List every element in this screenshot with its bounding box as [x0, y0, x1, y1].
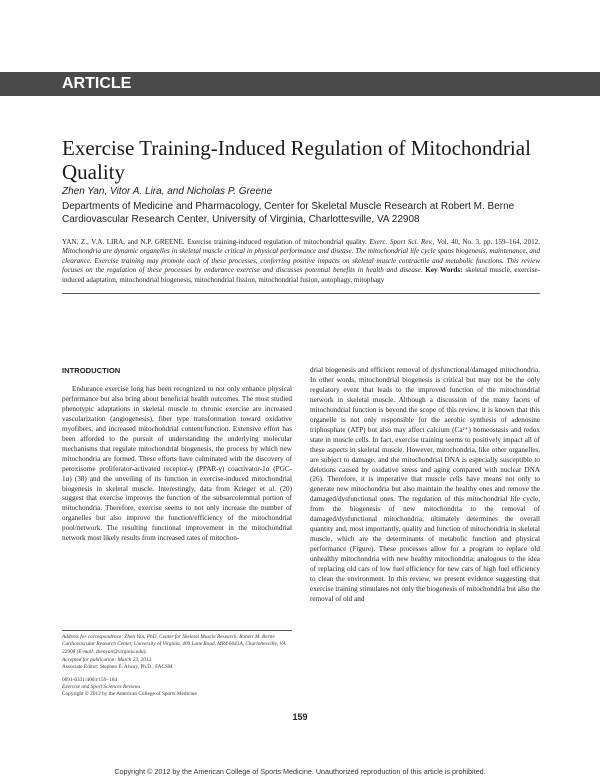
article-affiliation: Departments of Medicine and Pharmacology, Center for Skeletal Muscle Research at Robert M. Berne Cardiovascular Research Center, University of Virginia, Charlottesville, VA 22908 [62, 201, 515, 225]
abstract [62, 238, 540, 285]
footnote-journal: Exercise and Sport Sciences Reviews [62, 684, 141, 690]
footnote-copyright: Copyright © 2012 by the American College of Sports Medicine [62, 691, 197, 697]
keywords-label: Key Words: [422, 266, 463, 275]
right-column [310, 366, 540, 605]
footnote-issn: 0091-6331/4003/159–164 [62, 677, 118, 683]
intro-paragraph-right: drial biogenesis and efficient removal of dysfunctional/damaged mitochondria. In other words, mitochondrial biogenesis is critical but may not be the only regulatory event that leads to the improved function of the mitochondrial network in skeletal muscle. Although a discussion of the many facets of mitochondrial function is beyond the scope of this review, it is known that this organelle is not only responsible for the aerobic synthesis of adenosine triphosphate (ATP) but also may affect calcium (Ca²⁺) homeostasis and redox state in muscle cells. In fact, exercise training seems to positively impact all of these aspects in skeletal muscle. However, mitochondria, like other organelles, are subject to damage, and the mitochondrial DNA is especially susceptible to deletions caused by oxidative stress and aging compared with nuclear DNA (26). Therefore, it is imperative that muscle cells have means not only to generate new mitochondria but also maintain the healthy ones and remove the damaged/dysfunctional ones. The regulation of this mitochondrial life cycle, from the biogenesis of new mitochondria to the removal of damaged/dysfunctional mitochondria, ultimately determines the overall quantity and, most importantly, quality and function of mitochondria in skeletal muscle, which are the determinants of metabolic function and physical performance (Figure). These processes allow for a program to replace old unhealthy mitochondria with new healthy mitochondria; analogous to the idea of replacing old cars of low fuel efficiency for new cars of high fuel efficiency to clean the environment. In this review, we present evidence suggesting that exercise training stimulates not only the biogenesis of mitochondria but also the removal of old and [310, 366, 540, 603]
footnote-divider [62, 630, 292, 631]
article-type-label: ARTICLE [62, 75, 132, 92]
page-number: 159 [292, 712, 308, 722]
intro-paragraph-left: Endurance exercise long has been recognized to not only enhance physical performance but also bring about beneficial health outcomes. The most studied phenotypic adaptations in skeletal muscle to chronic exercise are increased vascularization (angiogenesis), fiber type transformation toward oxidative myofibers, and increased mitochondrial content/function. Extensive effort has been afforded to the pursuit of understanding the underlying molecular mechanisms that regulate mitochondrial biogenesis, the process by which new mitochondria are formed. These efforts have culminated with the discovery of peroxisome proliferator-activated receptor-γ (PPAR-γ) coactivator-1α (PGC-1α) (38) and the unveiling of its function in exercise-induced mitochondrial biogenesis in skeletal muscle. Interestingly, data from Krieger et al. (20) suggest that exercise improves the function of the subsarcolemmal portion of mitochondria. Therefore, exercise seems to not only increase the number of organelles but also improve the function/efficiency of the mitochondrial pool/network. The resulting functional improvement in the mitochondrial network most likely results from increased rates of mitochon- [62, 385, 292, 543]
correspondence-text: Address for correspondence: Zhen Yan, PhD, Center for Skeletal Muscle Research, Robert M. Berne Cardiovascular Research Center, University of Virginia, 409 Lane Road, MR4 6041A, Charlottesville, VA 22908 (E-mail: zhenyan@virginia.edu). [62, 634, 286, 655]
article-banner [0, 72, 600, 96]
abstract-summary: Mitochondria are dynamic organelles in skeletal muscle critical in physical performance and disease. The mitochondrial life cycle spans biogenesis, maintenance, and clearance. Exercise training may promote each of these processes, conferring positive impacts on skeletal muscle contractile and metabolic functions. This review focuses on the regulation of these processes by endurance exercise and discusses potential benefits in health and disease. [62, 247, 540, 275]
footer-copyright: Copyright © 2012 by the American College of Sports Medicine. Unauthorized reproduction of this article is prohibited. [114, 767, 486, 776]
abstract-journal: Exerc. Sport Sci. Rev., [369, 238, 435, 246]
article-title: Exercise Training-Induced Regulation of Mitochondrial Quality [62, 136, 531, 184]
left-column [62, 385, 292, 544]
abstract-citation: YAN, Z., V.A. LIRA, and N.P. GREENE. Exercise training-induced regulation of mitochondrial quality. [62, 238, 370, 246]
abstract-volume: Vol. 40, No. 3, pp. 159–164, 2012. [434, 238, 540, 246]
footnote-correspondence [62, 634, 292, 656]
footnote-accepted: Accepted for publication: March 23, 2012. [62, 657, 153, 663]
keywords: skeletal muscle, exercise-induced adaptation, mitochondrial biogenesis, mitochondrial fission, mitochondrial fusion, autophagy, mitophagy [62, 266, 541, 284]
introduction-heading: INTRODUCTION [62, 366, 121, 375]
abstract-divider [62, 293, 540, 294]
article-authors: Zhen Yan, Vitor A. Lira, and Nicholas P. Greene [62, 186, 273, 197]
footnote-editor: Associate Editor: Stephen E. Alway, Ph.D., FACSM [62, 664, 173, 670]
